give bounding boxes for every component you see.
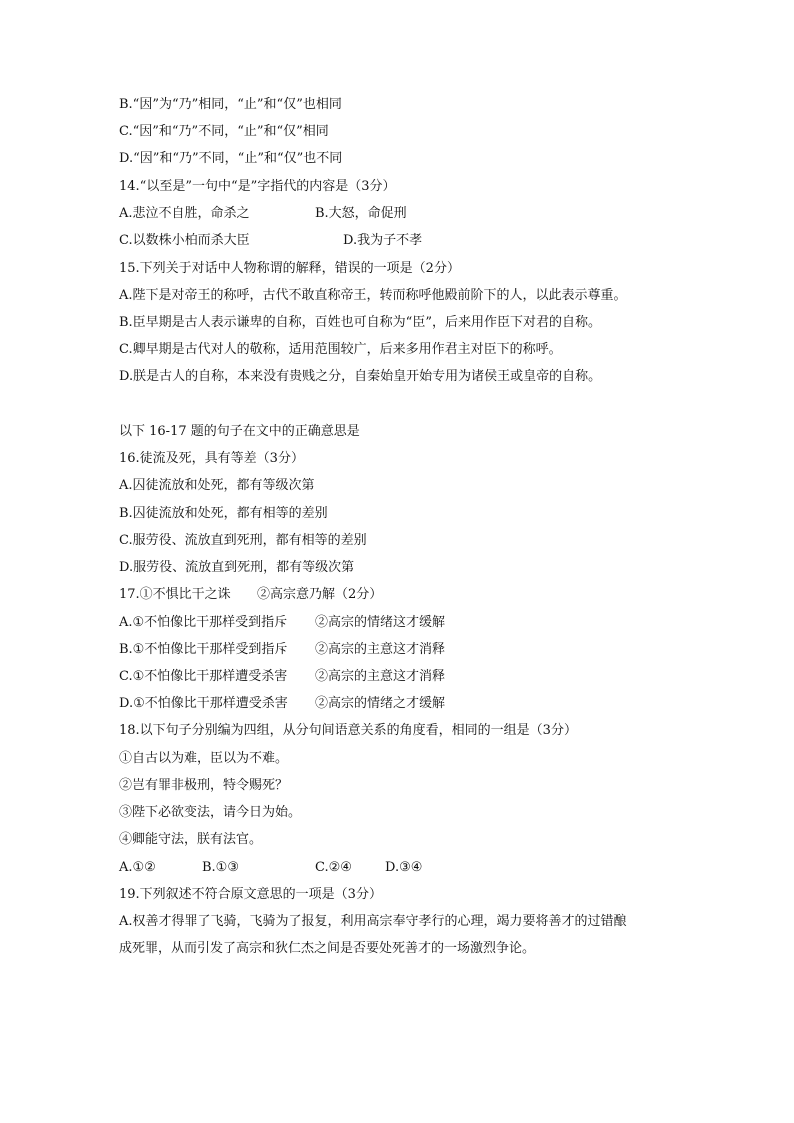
q16-option-d: D.服劳役、流放直到死刑，都有等级次第 [119, 560, 355, 575]
q15-stem: 15.下列关于对话中人物称谓的解释，错误的一项是（2分） [119, 261, 460, 276]
q18-sentence-4: ④卿能守法，朕有法官。 [119, 832, 263, 847]
q14-option-d: D.我为子不孝 [343, 233, 423, 248]
q19-option-a-line2: 成死罪，从而引发了高宗和狄仁杰之间是否要处死善才的一场激烈争论。 [119, 941, 536, 956]
q17-option-d-part1: D.①不怕像比干那样遭受杀害 [119, 696, 288, 711]
q13-option-c: C.“因”和“乃”不同，“止”和“仅”相同 [119, 124, 329, 139]
q17-option-a-part1: A.①不怕像比干那样受到指斥 [119, 615, 288, 630]
q17-option-b-part2: ②高宗的主意这才消释 [315, 642, 446, 657]
q16-17-intro: 以下 16-17 题的句子在文中的正确意思是 [119, 424, 360, 439]
q18-sentence-2: ②岂有罪非极刑，特令赐死？ [119, 778, 289, 793]
q17-option-b-part1: B.①不怕像比干那样受到指斥 [119, 642, 288, 657]
q18-sentence-1: ①自古以为难，臣以为不难。 [119, 751, 289, 766]
q16-option-c: C.服劳役、流放直到死刑，都有相等的差别 [119, 533, 367, 548]
q15-option-d: D.朕是古人的自称，本来没有贵贱之分，自秦始皇开始专用为诸侯王或皇帝的自称。 [119, 369, 602, 384]
q17-sentence-2: ②高宗意乃解（2分） [257, 587, 383, 602]
q14-stem: 14.“以至是”一句中“是”字指代的内容是（3分） [119, 179, 396, 194]
q19-option-a-line1: A.权善才得罪了飞骑，飞骑为了报复，利用高宗奉守孝行的心理，竭力要将善才的过错酿 [119, 914, 627, 929]
q18-sentence-3: ③陛下必欲变法，请今日为始。 [119, 805, 302, 820]
q18-stem: 18.以下句子分别编为四组，从分句间语意关系的角度看，相同的一组是（3分） [119, 723, 577, 738]
q16-option-b: B.囚徒流放和处死，都有相等的差别 [119, 506, 328, 521]
q17-sentence-1: 17.①不惧比干之诛 [119, 587, 231, 602]
q17-option-c-part2: ②高宗的主意这才消释 [315, 669, 446, 684]
q17-option-c-part1: C.①不怕像比干那样遭受杀害 [119, 669, 288, 684]
q17-option-a-part2: ②高宗的情绪这才缓解 [315, 615, 446, 630]
q13-option-b: B.“因”为“乃”相同，“止”和“仅”也相同 [119, 97, 342, 112]
q15-option-c: C.卿早期是古代对人的敬称，适用范围较广，后来多用作君主对臣下的称呼。 [119, 342, 562, 357]
q17-option-d-part2: ②高宗的情绪之才缓解 [315, 696, 446, 711]
q19-stem: 19.下列叙述不符合原文意思的一项是（3分） [119, 887, 382, 902]
q14-option-a: A.悲泣不自胜，命杀之 [119, 206, 250, 221]
q16-stem: 16.徒流及死，具有等差（3分） [119, 451, 304, 466]
q18-option-a: A.①② [119, 860, 156, 875]
q15-option-a: A.陛下是对帝王的称呼，古代不敢直称帝王，转而称呼他殿前阶下的人，以此表示尊重。 [119, 288, 627, 303]
q14-option-b: B.大怒，命促刑 [315, 206, 407, 221]
q18-option-d: D.③④ [385, 860, 423, 875]
q18-option-b: B.①③ [202, 860, 239, 875]
q18-option-c: C.②④ [315, 860, 352, 875]
q14-option-c: C.以数株小柏而杀大臣 [119, 233, 250, 248]
q13-option-d: D.“因”和“乃”不同，“止”和“仅”也不同 [119, 151, 343, 166]
q15-option-b: B.臣早期是古人表示谦卑的自称，百姓也可自称为“臣”，后来用作臣下对君的自称。 [119, 315, 601, 330]
q16-option-a: A.囚徒流放和处死，都有等级次第 [119, 478, 315, 493]
